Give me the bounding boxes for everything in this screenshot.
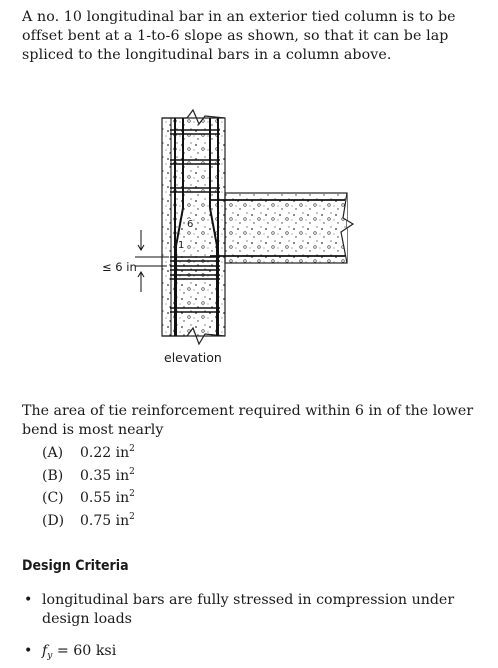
beam-outline: [225, 193, 347, 263]
slope-rise-label: 1: [178, 240, 185, 251]
option-b[interactable]: (B) 0.35 $in^2$: [42, 466, 135, 484]
problem-intro: A no. 10 longitudinal bar in an exterior tied column is to be offset bent at a 1-to-6 slope as shown, so that it can be lap spliced to the longitudinal bars in a column above.: [22, 9, 456, 63]
bullet-icon: •: [24, 592, 33, 608]
criteria-item: • longitudinal bars are fully stressed in compression under design loads: [24, 592, 455, 627]
dimension-label: ≤ 6 in: [102, 260, 137, 274]
figure-caption: elevation: [164, 350, 222, 365]
option-d[interactable]: (D) 0.75 $in^2$: [42, 511, 135, 529]
design-criteria-title: Design Criteria: [22, 558, 129, 574]
bullet-icon: •: [24, 643, 33, 659]
column-elevation-figure: [95, 100, 385, 380]
design-criteria-list: [22, 591, 484, 666]
column-elevation-drawing: [95, 100, 385, 380]
slope-run-label: 6: [187, 219, 194, 230]
option-a[interactable]: (A) 0.22 $in^2$: [42, 444, 135, 461]
answer-options: [42, 442, 135, 532]
option-c[interactable]: (C) 0.55 $in^2$: [42, 489, 135, 506]
criteria-item: • $f_y = 60$ ksi: [24, 643, 117, 661]
question-text: The area of tie reinforcement required within 6 in of the lower bend is most nearly: [22, 403, 474, 438]
